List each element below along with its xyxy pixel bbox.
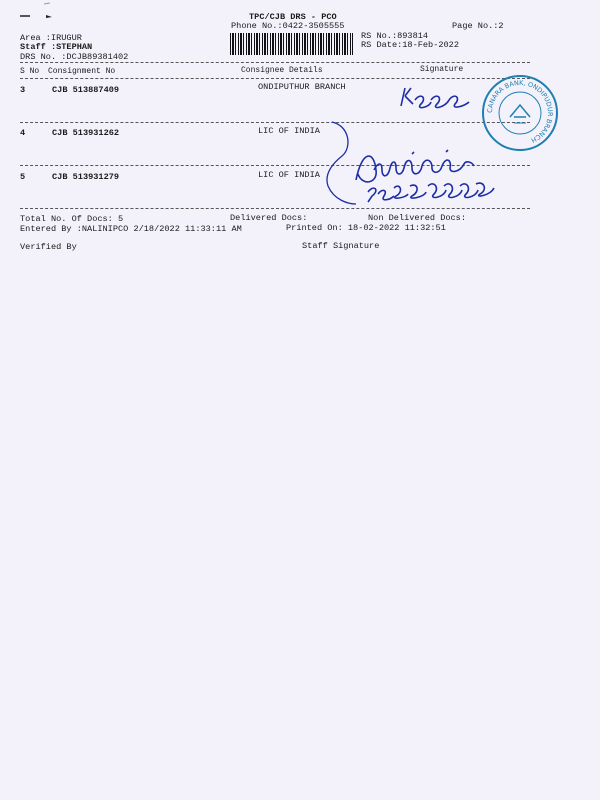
entered-by: Entered By :NALINIPCO 2/18/2022 11:33:11 AM	[20, 224, 242, 234]
staff-label: Staff :STEPHAN	[20, 42, 93, 52]
col-sno: S No	[20, 67, 40, 76]
row-sno: 4	[20, 128, 26, 138]
total-docs: Total No. Of Docs: 5	[20, 214, 124, 224]
drs-number: DRS No. :DCJB89381402	[20, 52, 129, 62]
barcode	[230, 33, 353, 55]
printed-on: Printed On: 18-02-2022 11:32:51	[286, 223, 446, 233]
staff-signature: Staff Signature	[302, 241, 380, 251]
page-number: Page No.:2	[452, 21, 504, 31]
row-sno: 5	[20, 172, 26, 182]
handwritten-signature	[395, 82, 485, 112]
divider	[20, 208, 530, 209]
verified-by: Verified By	[20, 242, 77, 252]
scan-marks	[18, 0, 58, 22]
row-consignment: CJB 513931279	[52, 172, 120, 182]
row-consignment: CJB 513887409	[52, 85, 120, 95]
row-consignee: LIC OF INDIA	[258, 126, 320, 136]
non-delivered-docs: Non Delivered Docs:	[368, 213, 466, 223]
row-consignment: CJB 513931262	[52, 128, 120, 138]
divider	[20, 122, 530, 123]
col-consignment: Consignment No	[48, 67, 116, 76]
divider	[20, 78, 530, 79]
divider	[20, 62, 530, 63]
rs-date: RS Date:18-Feb-2022	[361, 40, 459, 50]
area-label: Area :IRUGUR	[20, 33, 82, 43]
delivered-docs: Delivered Docs:	[230, 213, 308, 223]
svg-text:CANARA BANK, ONDIPUDUR BRANCH	[486, 79, 554, 144]
row-consignee: LIC OF INDIA	[258, 170, 320, 180]
col-signature: Signature	[420, 65, 464, 74]
rs-number: RS No.:893814	[361, 31, 429, 41]
document-title: TPC/CJB DRS - PCO	[249, 12, 337, 22]
row-sno: 3	[20, 85, 26, 95]
phone-number: Phone No.:0422-3505555	[231, 21, 345, 31]
stamp-text: CANARA BANK, ONDIPUDUR BRANCH	[485, 78, 555, 145]
col-consignee: Consignee Details	[241, 66, 323, 75]
handwritten-name	[348, 140, 523, 206]
row-consignee: ONDIPUTHUR BRANCH	[258, 82, 346, 92]
